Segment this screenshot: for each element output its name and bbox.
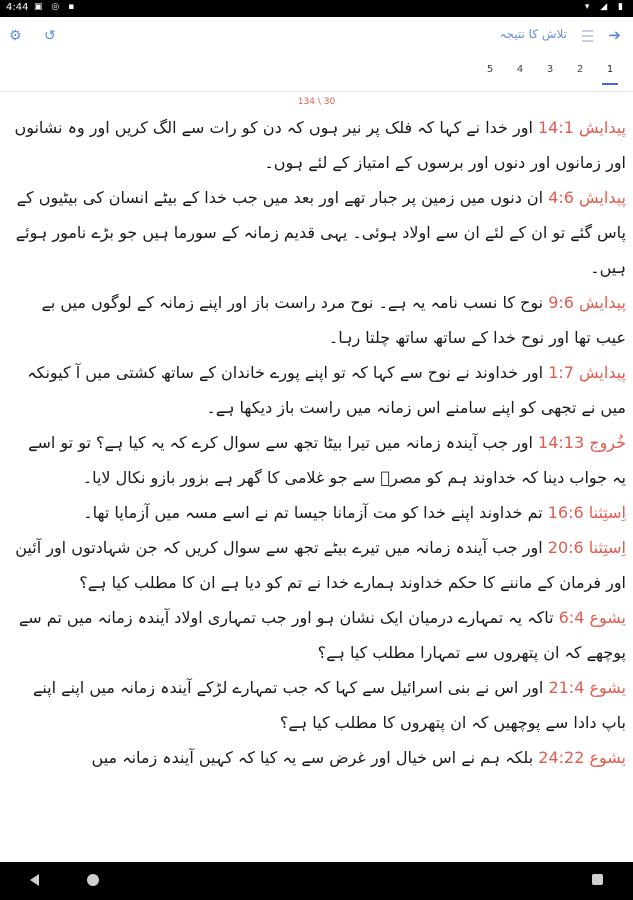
result-tabs [475,63,625,77]
list-item[interactable] [0,600,633,670]
verse-reference[interactable]: پیدایش 1:7 [548,363,626,382]
results-list[interactable] [0,110,633,862]
verse-text: اور اس نے بنی اسرائیل سے کہا کہ جب تمہارے لڑکے آیندہ زمانہ میں اپنے اپنے باپ دادا سے پوچھیں کہ ان پتھروں کا مطلب کیا ہے؟ [32,678,626,732]
history-icon[interactable]: ↺ [44,28,56,44]
status-time: 4:44 [6,2,29,13]
tab-2[interactable]: 2 [576,64,584,75]
status-bar [0,0,633,17]
verse-reference[interactable]: اِستِثنا 20:6 [547,538,626,557]
list-item[interactable] [0,425,633,495]
tab-5[interactable]: 5 [486,64,494,75]
list-item[interactable] [0,285,633,355]
verse-reference[interactable]: یشوع 21:4 [548,678,626,697]
notification-icons: ▣ ◎ ▪ [34,2,78,12]
list-item[interactable] [0,530,633,600]
list-item[interactable] [0,355,633,425]
nav-back-icon[interactable] [30,874,39,886]
verse-reference[interactable]: اِستِثنا 16:6 [547,503,626,522]
list-item[interactable] [0,740,633,775]
verse-reference[interactable]: پیدایش 14:1 [538,118,626,137]
list-icon[interactable] [582,30,593,42]
verse-text: اور جب آیندہ زمانہ میں تیرے بیٹے تجھ سے سوال کریں کہ جن شہادتوں اور آئین اور فرمان کے ماننے کا حکم خداوند ہمارے خدا نے تم کو دیا ہے ان کا مطلب کیا ہے؟ [15,538,626,592]
list-item[interactable] [0,180,633,285]
verse-reference[interactable]: پیدایش 9:6 [548,293,626,312]
verse-text: نوح کا نسب نامہ یہ ہے۔ نوح مرد راست باز اور اپنے زمانہ کے لوگوں میں بے عیب تھا اور نوح خدا کے ساتھ ساتھ چلتا رہا۔ [41,293,626,347]
tab-3[interactable]: 3 [546,64,554,75]
page-title: تلاش کا نتیجہ [499,27,567,41]
arrow-right-icon[interactable]: ➔ [608,26,621,44]
system-nav-bar [0,862,633,900]
verse-reference[interactable]: پیدایش 4:6 [548,188,626,207]
verse-text: اور خدا نے کہا کہ فلک پر نیر ہوں کہ دن کو رات سے الگ کریں اور وہ نشانوں اور زمانوں اور دنوں اور برسوں کے امتیاز کے لئے ہوں۔ [14,118,626,172]
list-item[interactable] [0,110,633,180]
nav-recents-icon[interactable] [592,874,603,885]
system-status-icons: ▾ ◢ ▮ [584,2,627,12]
verse-text: بلکہ ہم نے اس خیال اور غرض سے یہ کیا کہ کہیں آیندہ زمانہ میں [91,748,539,767]
verse-reference[interactable]: یشوع 6:4 [558,608,626,627]
verse-text: تاکہ یہ تمہارے درمیان ایک نشان ہو اور جب تمہاری اولاد آیندہ زمانہ میں تم سے پوچھے کہ ان پتھروں سے تمہارا مطلب کیا ہے؟ [18,608,626,662]
verse-text: اور خداوند نے نوح سے کہا کہ تو اپنے پورے خاندان کے ساتھ کشتی میں آ کیونکہ میں نے تجھی کو اپنے سامنے اس زمانہ میں راست باز دیکھا ہے۔ [27,363,626,417]
tab-4[interactable]: 4 [516,64,524,75]
verse-text: تم خداوند اپنے خدا کو مت آزمانا جیسا تم نے اسے مسہ میں آزمایا تھا۔ [83,503,548,522]
settings-icon[interactable]: ⚙ [9,28,22,44]
list-item[interactable] [0,495,633,530]
tab-1[interactable]: 1 [595,63,625,77]
verse-reference[interactable]: خُروج 14:13 [538,433,626,452]
list-item[interactable] [0,670,633,740]
result-counter: 134 \ 30 [297,97,336,107]
verse-reference[interactable]: یشوع 24:22 [538,748,626,767]
nav-home-icon[interactable] [87,874,99,886]
app-bar [0,17,633,92]
verse-text: اور جب آیندہ زمانہ میں تیرا بیٹا تجھ سے سوال کرے کہ یہ کیا ہے؟ تو تو اسے یہ جواب دینا کہ خداوند ہم کو مصرؔ سے جو غلامی کا گھر ہے بزور بازو نکال لایا۔ [28,433,626,487]
verse-text: ان دنوں میں زمین پر جبار تھے اور بعد میں جب خدا کے بیٹے انسان کی بیٹیوں کے پاس گئے تو ان کے لئے ان سے اولاد ہوئی۔ یہی قدیم زمانہ کے سورما ہیں جو بڑے نامور ہوئے ہیں۔ [15,188,626,277]
